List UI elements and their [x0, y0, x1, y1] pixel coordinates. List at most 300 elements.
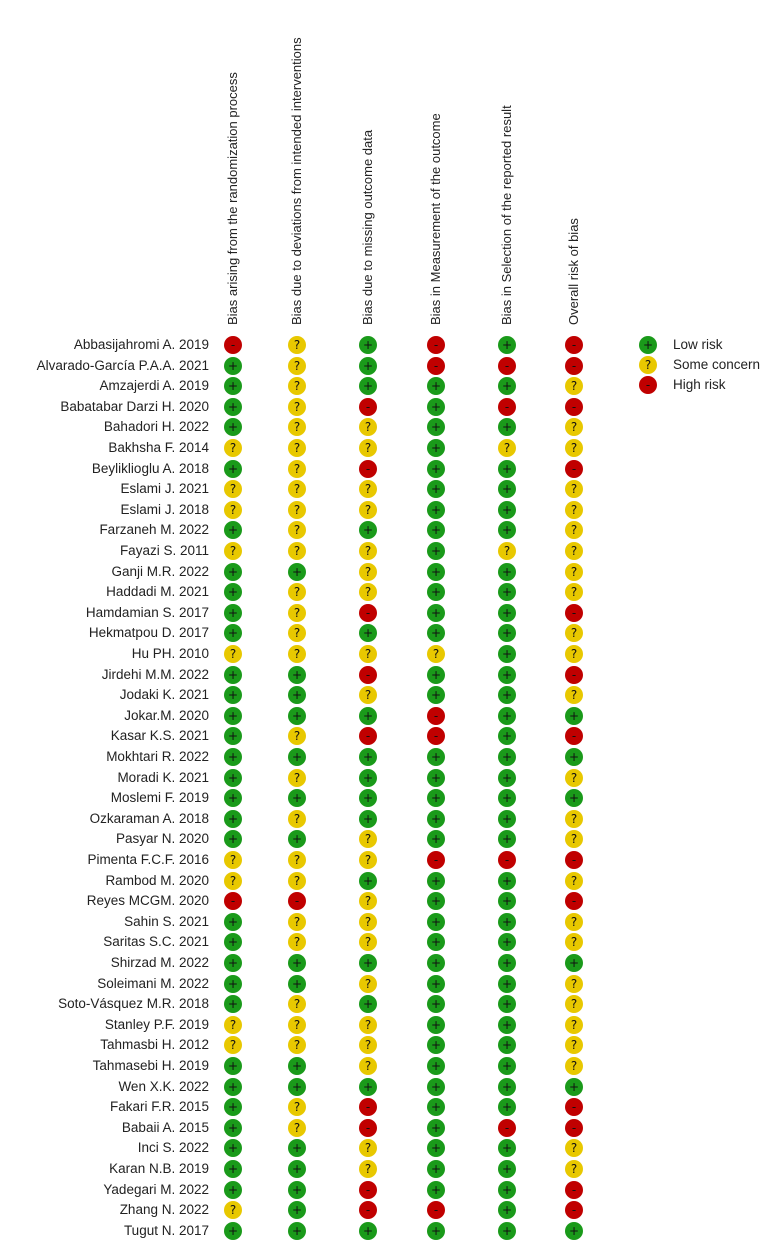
rating-dot: ?: [224, 501, 242, 519]
rating-dot: +: [359, 624, 377, 642]
rating-dot: +: [288, 666, 306, 684]
rating-dot: ?: [288, 913, 306, 931]
study-label: Pimenta F.C.F. 2016: [87, 852, 209, 867]
rating-dot: +: [498, 933, 516, 951]
rating-dot: -: [565, 1119, 583, 1137]
rating-dot: +: [224, 995, 242, 1013]
rating-dot: -: [498, 851, 516, 869]
study-label: Jokar.M. 2020: [124, 707, 209, 723]
rating-dot: +: [224, 1119, 242, 1137]
study-label: Kasar K.S. 2021: [110, 728, 209, 744]
rating-dot: ?: [224, 1201, 242, 1219]
rating-dot: ?: [288, 336, 306, 354]
rating-dot: +: [224, 1222, 242, 1240]
rating-dot: ?: [498, 542, 516, 560]
study-label: Sahin S. 2021: [124, 913, 209, 929]
rating-dot: ?: [224, 1016, 242, 1034]
rating-dot: ?: [288, 480, 306, 498]
study-label: Yadegari M. 2022: [103, 1181, 209, 1197]
column-header: Bias in Measurement of the outcome: [428, 113, 443, 325]
study-label: Reyes MCGM. 2020: [86, 893, 209, 909]
rating-dot: +: [224, 1160, 242, 1178]
rating-dot: +: [224, 727, 242, 745]
rating-dot: +: [427, 480, 445, 498]
rating-dot: ?: [565, 563, 583, 581]
rating-dot: +: [498, 748, 516, 766]
rating-dot: ?: [359, 480, 377, 498]
study-label: Hamdamian S. 2017: [85, 604, 209, 620]
study-label: Jirdehi M.M. 2022: [101, 666, 209, 682]
rating-dot: +: [224, 398, 242, 416]
rating-dot: ?: [288, 357, 306, 375]
rating-dot: -: [427, 336, 445, 354]
rating-dot: +: [427, 769, 445, 787]
rating-dot: -: [359, 666, 377, 684]
rating-dot: -: [359, 460, 377, 478]
study-label: Jodaki K. 2021: [119, 687, 209, 703]
rating-dot: +: [224, 769, 242, 787]
rating-dot: -: [359, 398, 377, 416]
rating-dot: -: [224, 892, 242, 910]
study-label: Eslami J. 2021: [120, 481, 209, 497]
rating-dot: ?: [359, 418, 377, 436]
rating-dot: +: [498, 975, 516, 993]
rating-dot: +: [224, 460, 242, 478]
rating-dot: +: [498, 377, 516, 395]
study-label: Karan N.B. 2019: [109, 1161, 209, 1176]
rating-dot: +: [498, 583, 516, 601]
rating-dot: +: [224, 707, 242, 725]
rating-dot: +: [498, 563, 516, 581]
rating-dot: +: [498, 769, 516, 787]
rating-dot: -: [565, 604, 583, 622]
rating-dot: +: [288, 954, 306, 972]
rating-dot: -: [565, 727, 583, 745]
rating-dot: +: [427, 789, 445, 807]
rating-dot: ?: [565, 439, 583, 457]
rating-dot: -: [565, 357, 583, 375]
study-label: Moslemi F. 2019: [110, 790, 209, 806]
rating-dot: -: [565, 1098, 583, 1116]
rating-dot: +: [427, 686, 445, 704]
rating-dot: ?: [359, 501, 377, 519]
rating-dot: ?: [288, 995, 306, 1013]
rating-dot: +: [427, 377, 445, 395]
rating-dot: -: [427, 851, 445, 869]
rating-dot: -: [359, 727, 377, 745]
study-label: Fayazi S. 2011: [119, 543, 209, 558]
rating-dot: +: [427, 810, 445, 828]
study-label: Rambod M. 2020: [105, 872, 209, 888]
rating-dot: +: [427, 975, 445, 993]
rating-dot: +: [427, 1119, 445, 1137]
rating-dot: +: [498, 1036, 516, 1054]
rating-dot: +: [359, 769, 377, 787]
rating-dot: +: [427, 1016, 445, 1034]
rating-dot: +: [288, 686, 306, 704]
rating-dot: +: [288, 1222, 306, 1240]
rating-dot: +: [359, 707, 377, 725]
rating-dot: +: [224, 377, 242, 395]
rating-dot: +: [224, 748, 242, 766]
rating-dot: ?: [288, 1098, 306, 1116]
rating-dot: +: [427, 666, 445, 684]
study-label: Bahadori H. 2022: [103, 419, 209, 435]
rating-dot: ?: [565, 583, 583, 601]
rating-dot: +: [288, 707, 306, 725]
rating-dot: +: [498, 954, 516, 972]
rating-dot: ?: [565, 418, 583, 436]
rating-dot: +: [498, 1078, 516, 1096]
rating-dot: +: [288, 1201, 306, 1219]
rating-dot: +: [565, 789, 583, 807]
rating-dot: +: [427, 913, 445, 931]
rating-dot: ?: [359, 645, 377, 663]
column-header: Bias due to deviations from intended interventions: [289, 37, 304, 325]
rating-dot: -: [565, 1201, 583, 1219]
rating-dot: ?: [224, 645, 242, 663]
rating-dot: +: [427, 830, 445, 848]
rating-dot: ?: [288, 460, 306, 478]
rating-dot: ?: [288, 645, 306, 663]
study-label: Soleimani M. 2022: [97, 975, 209, 991]
rating-dot: +: [288, 1078, 306, 1096]
rating-dot: -: [498, 398, 516, 416]
rating-dot: ?: [498, 439, 516, 457]
rating-dot: -: [427, 727, 445, 745]
rating-dot: +: [224, 1078, 242, 1096]
legend-label: High risk: [673, 377, 726, 392]
rating-dot: +: [427, 398, 445, 416]
rating-dot: ?: [359, 1057, 377, 1075]
rating-dot: ?: [224, 542, 242, 560]
rating-dot: +: [359, 748, 377, 766]
rating-dot: +: [427, 892, 445, 910]
study-label: Babaii A. 2015: [121, 1119, 209, 1135]
rating-dot: ?: [565, 1036, 583, 1054]
rating-dot: +: [498, 810, 516, 828]
column-header: Bias in Selection of the reported result: [499, 105, 514, 325]
legend-label: Some concern: [673, 357, 761, 372]
rating-dot: ?: [565, 480, 583, 498]
rating-dot: ?: [288, 583, 306, 601]
rating-dot: -: [565, 460, 583, 478]
rating-dot: ?: [288, 604, 306, 622]
rating-dot: +: [224, 933, 242, 951]
rating-dot: +: [498, 645, 516, 663]
rating-dot: ?: [359, 1016, 377, 1034]
rating-dot: ?: [224, 872, 242, 890]
rating-dot: +: [498, 1057, 516, 1075]
rating-dot: +: [288, 1139, 306, 1157]
rating-dot: ?: [565, 1057, 583, 1075]
rating-dot: +: [427, 1139, 445, 1157]
rating-dot: +: [224, 686, 242, 704]
rating-dot: +: [565, 1222, 583, 1240]
rating-dot: -: [359, 1119, 377, 1137]
rating-dot: +: [224, 975, 242, 993]
rating-dot: +: [288, 748, 306, 766]
rating-dot: ?: [288, 624, 306, 642]
rating-dot: ?: [224, 851, 242, 869]
rating-dot: ?: [565, 1160, 583, 1178]
rating-dot: ?: [565, 995, 583, 1013]
study-label: Eslami J. 2018: [120, 501, 209, 517]
rating-dot: ?: [288, 727, 306, 745]
rating-dot: +: [427, 439, 445, 457]
study-label: Pasyar N. 2020: [115, 831, 209, 847]
rating-dot: ?: [288, 418, 306, 436]
study-label: Inci S. 2022: [137, 1140, 209, 1156]
rating-dot: +: [224, 357, 242, 375]
rating-dot: +: [224, 604, 242, 622]
rating-dot: +: [359, 521, 377, 539]
rating-dot: +: [498, 686, 516, 704]
study-label: Wen X.K. 2022: [118, 1078, 209, 1094]
rating-dot: ?: [565, 377, 583, 395]
legend-dot: ?: [639, 356, 657, 374]
study-label: Stanley P.F. 2019: [104, 1016, 209, 1032]
rating-dot: +: [288, 1181, 306, 1199]
rating-dot: +: [224, 913, 242, 931]
rating-dot: +: [359, 357, 377, 375]
study-label: Tugut N. 2017: [123, 1222, 209, 1238]
rating-dot: +: [427, 1057, 445, 1075]
rating-dot: +: [498, 604, 516, 622]
rating-dot: -: [427, 707, 445, 725]
rating-dot: +: [498, 830, 516, 848]
rating-dot: ?: [359, 1036, 377, 1054]
legend-label: Low risk: [673, 337, 723, 352]
study-label: Ganji M.R. 2022: [111, 563, 209, 579]
rating-dot: +: [224, 1057, 242, 1075]
rating-dot: ?: [359, 439, 377, 457]
rating-dot: ?: [359, 563, 377, 581]
rating-dot: -: [427, 1201, 445, 1219]
study-label: Bakhsha F. 2014: [108, 440, 209, 455]
rating-dot: +: [359, 1078, 377, 1096]
rating-dot: +: [427, 583, 445, 601]
study-label: Saritas S.C. 2021: [103, 934, 209, 950]
rating-dot: +: [224, 830, 242, 848]
study-label: Hu PH. 2010: [131, 646, 209, 661]
rating-dot: ?: [288, 769, 306, 787]
rating-dot: +: [498, 727, 516, 745]
rating-dot: +: [427, 604, 445, 622]
study-label: Tahmasebi H. 2019: [92, 1058, 209, 1073]
rating-dot: ?: [565, 872, 583, 890]
rating-dot: +: [359, 1222, 377, 1240]
rating-dot: ?: [359, 892, 377, 910]
rating-dot: +: [427, 1098, 445, 1116]
rating-dot: ?: [359, 583, 377, 601]
rating-dot: +: [224, 810, 242, 828]
study-label: Soto-Vásquez M.R. 2018: [58, 996, 209, 1012]
rating-dot: +: [427, 563, 445, 581]
column-header: Overall risk of bias: [566, 218, 581, 325]
study-label: Amzajerdi A. 2019: [99, 378, 209, 394]
rating-dot: -: [224, 336, 242, 354]
rating-dot: +: [427, 460, 445, 478]
rating-dot: +: [224, 954, 242, 972]
rating-dot: ?: [565, 521, 583, 539]
rating-dot: +: [427, 748, 445, 766]
rating-dot: ?: [224, 1036, 242, 1054]
study-label: Mokhtari R. 2022: [106, 749, 209, 764]
rating-dot: ?: [359, 1139, 377, 1157]
rating-dot: +: [498, 666, 516, 684]
study-label: Alvarado-García P.A.A. 2021: [36, 357, 209, 373]
rating-dot: +: [288, 975, 306, 993]
rating-dot: +: [565, 748, 583, 766]
rating-dot: +: [565, 954, 583, 972]
rating-dot: ?: [288, 872, 306, 890]
column-header: Bias due to missing outcome data: [360, 129, 375, 325]
rating-dot: ?: [565, 645, 583, 663]
rating-dot: +: [224, 624, 242, 642]
rating-dot: +: [359, 377, 377, 395]
rating-dot: ?: [359, 851, 377, 869]
rating-dot: ?: [565, 975, 583, 993]
rating-dot: ?: [565, 913, 583, 931]
rating-dot: ?: [565, 810, 583, 828]
rating-dot: +: [359, 789, 377, 807]
rating-dot: ?: [427, 645, 445, 663]
rating-dot: -: [359, 1201, 377, 1219]
study-label: Beyliklioglu A. 2018: [91, 460, 209, 476]
column-header: Bias arising from the randomization process: [225, 72, 240, 325]
rating-dot: +: [498, 892, 516, 910]
rating-dot: ?: [565, 769, 583, 787]
rating-dot: ?: [288, 933, 306, 951]
rating-dot: ?: [565, 542, 583, 560]
rating-dot: ?: [565, 501, 583, 519]
rating-dot: ?: [565, 1139, 583, 1157]
rating-dot: +: [498, 872, 516, 890]
rating-dot: ?: [288, 1036, 306, 1054]
rating-dot: +: [565, 1078, 583, 1096]
study-label: Tahmasbi H. 2012: [100, 1037, 209, 1053]
rating-dot: ?: [359, 975, 377, 993]
study-label: Hekmatpou D. 2017: [88, 625, 209, 641]
rating-dot: +: [565, 707, 583, 725]
rating-dot: +: [498, 624, 516, 642]
rating-dot: ?: [359, 686, 377, 704]
rating-dot: -: [288, 892, 306, 910]
rating-dot: ?: [565, 686, 583, 704]
rating-dot: ?: [359, 913, 377, 931]
legend-dot: -: [639, 376, 657, 394]
rating-dot: -: [359, 604, 377, 622]
rating-dot: +: [288, 1057, 306, 1075]
rating-dot: -: [565, 1181, 583, 1199]
rating-dot: +: [359, 336, 377, 354]
rating-dot: ?: [359, 933, 377, 951]
rating-dot: ?: [359, 830, 377, 848]
rating-dot: +: [288, 1160, 306, 1178]
rating-dot: +: [498, 1160, 516, 1178]
rating-dot: -: [565, 398, 583, 416]
rating-dot: +: [288, 789, 306, 807]
rating-dot: ?: [288, 501, 306, 519]
rating-dot: ?: [288, 521, 306, 539]
rating-dot: +: [359, 810, 377, 828]
study-label: Moradi K. 2021: [117, 769, 209, 785]
rating-dot: -: [565, 336, 583, 354]
rating-dot: +: [427, 933, 445, 951]
legend-dot: +: [639, 336, 657, 354]
rating-dot: ?: [288, 377, 306, 395]
rating-dot: ?: [288, 398, 306, 416]
rating-dot: ?: [359, 542, 377, 560]
rating-dot: +: [498, 336, 516, 354]
study-label: Abbasijahromi A. 2019: [73, 337, 209, 352]
rating-dot: +: [427, 542, 445, 560]
rating-dot: +: [498, 707, 516, 725]
rating-dot: +: [427, 1160, 445, 1178]
rating-dot: +: [427, 501, 445, 519]
rating-dot: ?: [565, 624, 583, 642]
rating-dot: +: [498, 1139, 516, 1157]
rating-dot: +: [498, 418, 516, 436]
rating-dot: -: [498, 1119, 516, 1137]
rating-dot: -: [427, 357, 445, 375]
rating-dot: -: [565, 666, 583, 684]
study-label: Shirzad M. 2022: [110, 955, 209, 970]
rating-dot: -: [565, 851, 583, 869]
rating-dot: +: [224, 418, 242, 436]
rating-dot: +: [288, 563, 306, 581]
rating-dot: ?: [359, 1160, 377, 1178]
rating-dot: +: [427, 995, 445, 1013]
rating-dot: -: [359, 1098, 377, 1116]
rating-dot: ?: [288, 1119, 306, 1137]
rating-dot: +: [224, 789, 242, 807]
rating-dot: +: [498, 521, 516, 539]
rating-dot: +: [498, 1098, 516, 1116]
rating-dot: +: [498, 789, 516, 807]
study-label: Farzaneh M. 2022: [99, 522, 209, 538]
rating-dot: +: [498, 913, 516, 931]
rating-dot: +: [224, 1181, 242, 1199]
rating-dot: +: [224, 583, 242, 601]
rating-dot: +: [427, 521, 445, 539]
rating-dot: +: [498, 1016, 516, 1034]
rating-dot: +: [224, 666, 242, 684]
rating-dot: -: [359, 1181, 377, 1199]
rating-dot: ?: [565, 830, 583, 848]
rating-dot: ?: [224, 480, 242, 498]
study-label: Ozkaraman A. 2018: [89, 810, 209, 826]
rating-dot: +: [498, 1222, 516, 1240]
rating-dot: +: [427, 1078, 445, 1096]
rating-dot: -: [565, 892, 583, 910]
study-label: Fakari F.R. 2015: [109, 1099, 209, 1115]
study-label: Babatabar Darzi H. 2020: [60, 398, 209, 414]
rating-dot: +: [224, 521, 242, 539]
rating-dot: +: [359, 872, 377, 890]
rating-dot: ?: [288, 851, 306, 869]
rating-dot: ?: [288, 542, 306, 560]
rating-dot: +: [498, 995, 516, 1013]
rating-dot: +: [498, 460, 516, 478]
rating-dot: +: [359, 995, 377, 1013]
study-label: Haddadi M. 2021: [106, 584, 209, 600]
study-label: Zhang N. 2022: [119, 1202, 209, 1218]
rating-dot: +: [498, 1181, 516, 1199]
rating-dot: +: [498, 1201, 516, 1219]
rating-dot: ?: [224, 439, 242, 457]
